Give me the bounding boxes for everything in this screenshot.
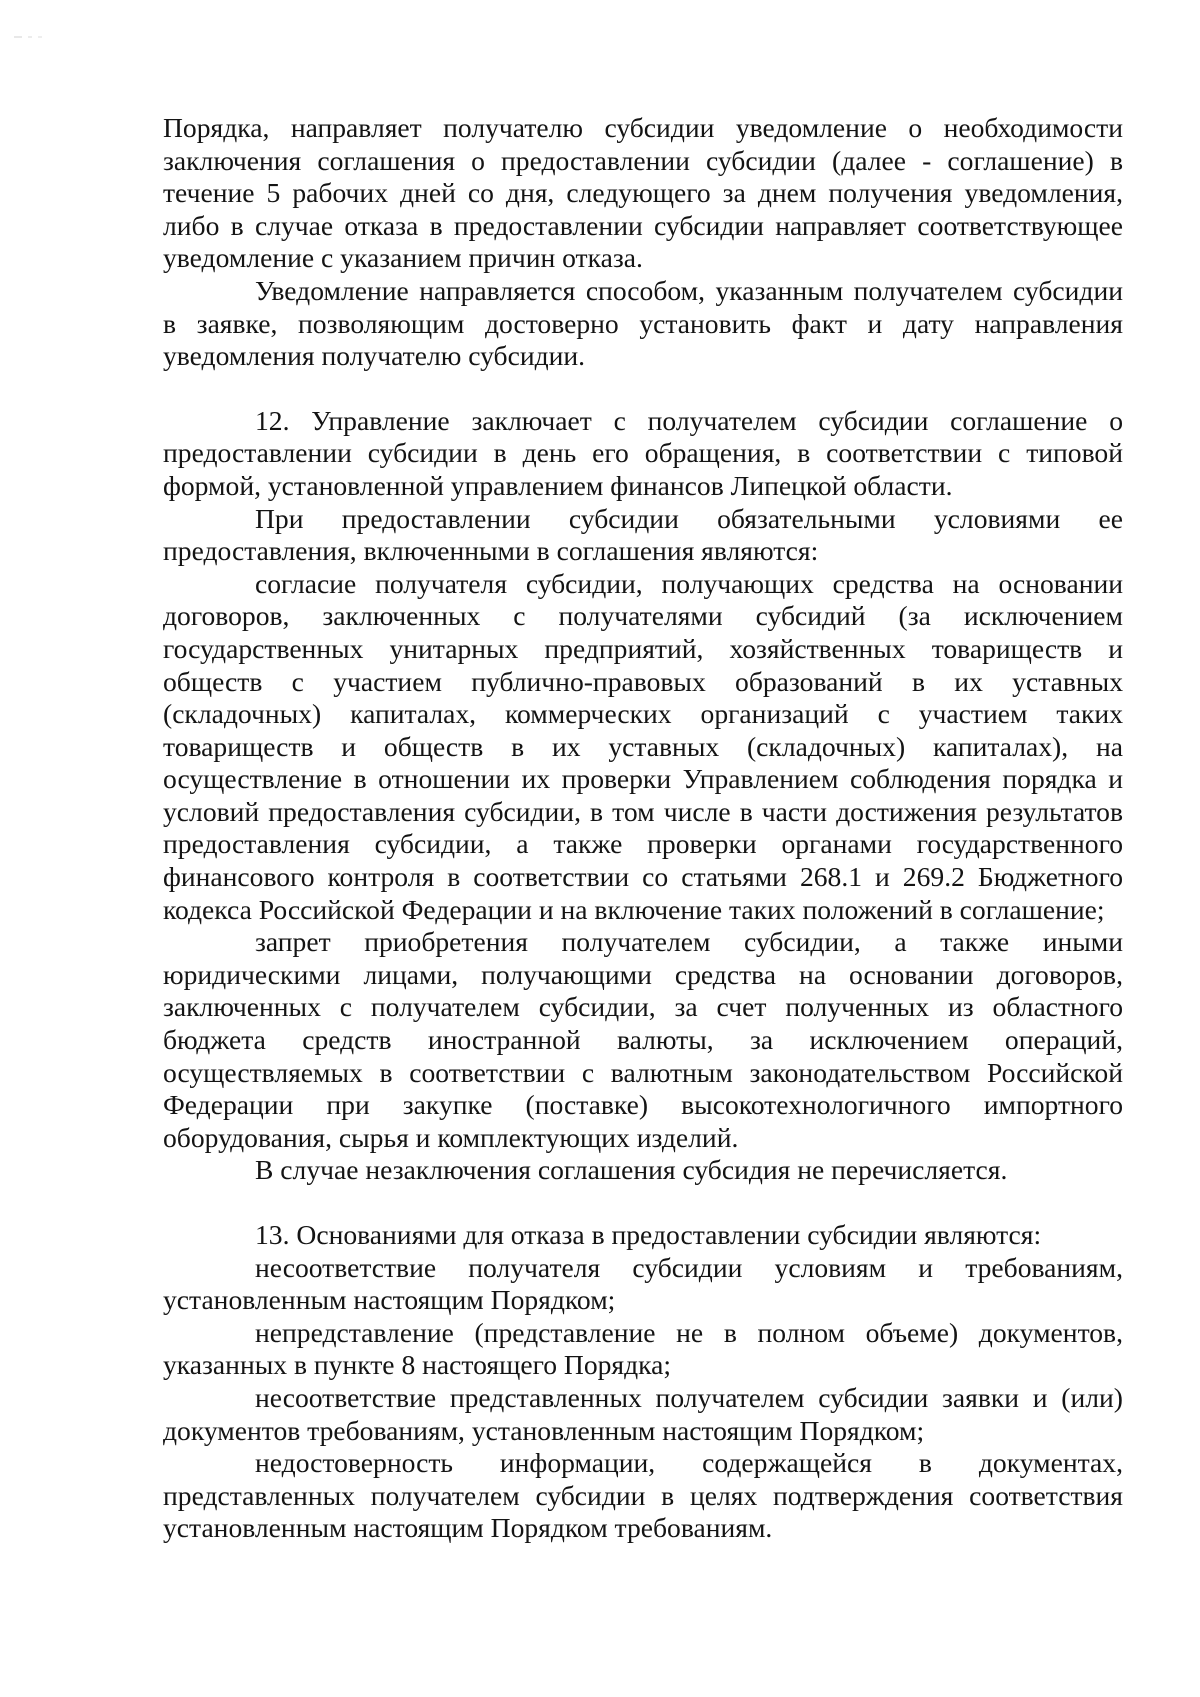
paragraph-no-agreement: В случае незаключения соглашения субсидия не перечисляется. <box>255 1154 1008 1186</box>
paragraph-mandatory-conditions: При предоставлении субсидии обязательными условиями ее предоставления, включенными в соглашения являются: <box>163 502 1123 567</box>
document-page <box>163 112 1123 1545</box>
paragraph-clause-13: 13. Основаниями для отказа в предоставлении субсидии являются: <box>255 1219 1042 1250</box>
paragraph-consent-to-inspection: согласие получателя субсидии, получающих средства на основании договоров, заключенных с получателями субсидий (за исключением государственных унитарных предприятий, хозяйственных товариществ и обществ с участием публично-правовых образований в их уставных (складочных) капиталах, коммерческих организаций с участием таких товариществ и обществ в их уставных (складочных) капиталах), на осуществление в отношении их проверки Управлением соблюдения порядка и условий предоставления субсидии, в том числе в части достижения результатов предоставления субсидии, а также проверки органами государственного финансового контроля в соответствии со статьями 268.1 и 269.2 Бюджетного кодекса Российской Федерации и на включение таких положений в соглашение; <box>163 567 1123 925</box>
paragraph-currency-prohibition: запрет приобретения получателем субсидии, а также иными юридическими лицами, получающими средства на основании договоров, заключенных с получателем субсидии, за счет полученных из областного бюджета средств иностранной валюты, за исключением операций, осуществляемых в соответствии с валютным законодательством Российской Федерации при закупке (поставке) высокотехнологичного импортного оборудования, сырья и комплектующих изделий. <box>163 926 1123 1153</box>
paragraph-clause-12: 12. Управление заключает с получателем субсидии соглашение о предоставлении субсидии в день его обращения, в соответствии с типовой формой, установленной управлением финансов Липецкой области. <box>163 404 1123 501</box>
paragraph-refusal-false-information: недостоверность информации, содержащейся в документах, представленных получателем субсидии в целях подтверждения соответствия установленным настоящим Порядком требованиям. <box>163 1447 1123 1544</box>
scan-artifact-mark <box>14 30 44 44</box>
paragraph-refusal-missing-documents: непредставление (представление не в полном объеме) документов, указанных в пункте 8 настоящего Порядка; <box>163 1316 1123 1381</box>
paragraph-notice-method: Уведомление направляется способом, указанным получателем субсидии в заявке, позволяющим достоверно установить факт и дату направления уведомления получателю субсидии. <box>163 274 1123 372</box>
paragraph-notice-continuation: Порядка, направляет получателю субсидии уведомление о необходимости заключения соглашения о предоставлении субсидии (далее - соглашение) в течение 5 рабочих дней со дня, следующего за днем получения уведомления, либо в случае отказа в предоставлении субсидии направляет соответствующее уведомление с указанием причин отказа. <box>163 112 1123 274</box>
paragraph-refusal-documents-mismatch: несоответствие представленных получателем субсидии заявки и (или) документов требованиям, установленным настоящим Порядком; <box>163 1381 1123 1446</box>
paragraph-refusal-nonconformity: несоответствие получателя субсидии условиям и требованиям, установленным настоящим Порядком; <box>163 1251 1123 1316</box>
